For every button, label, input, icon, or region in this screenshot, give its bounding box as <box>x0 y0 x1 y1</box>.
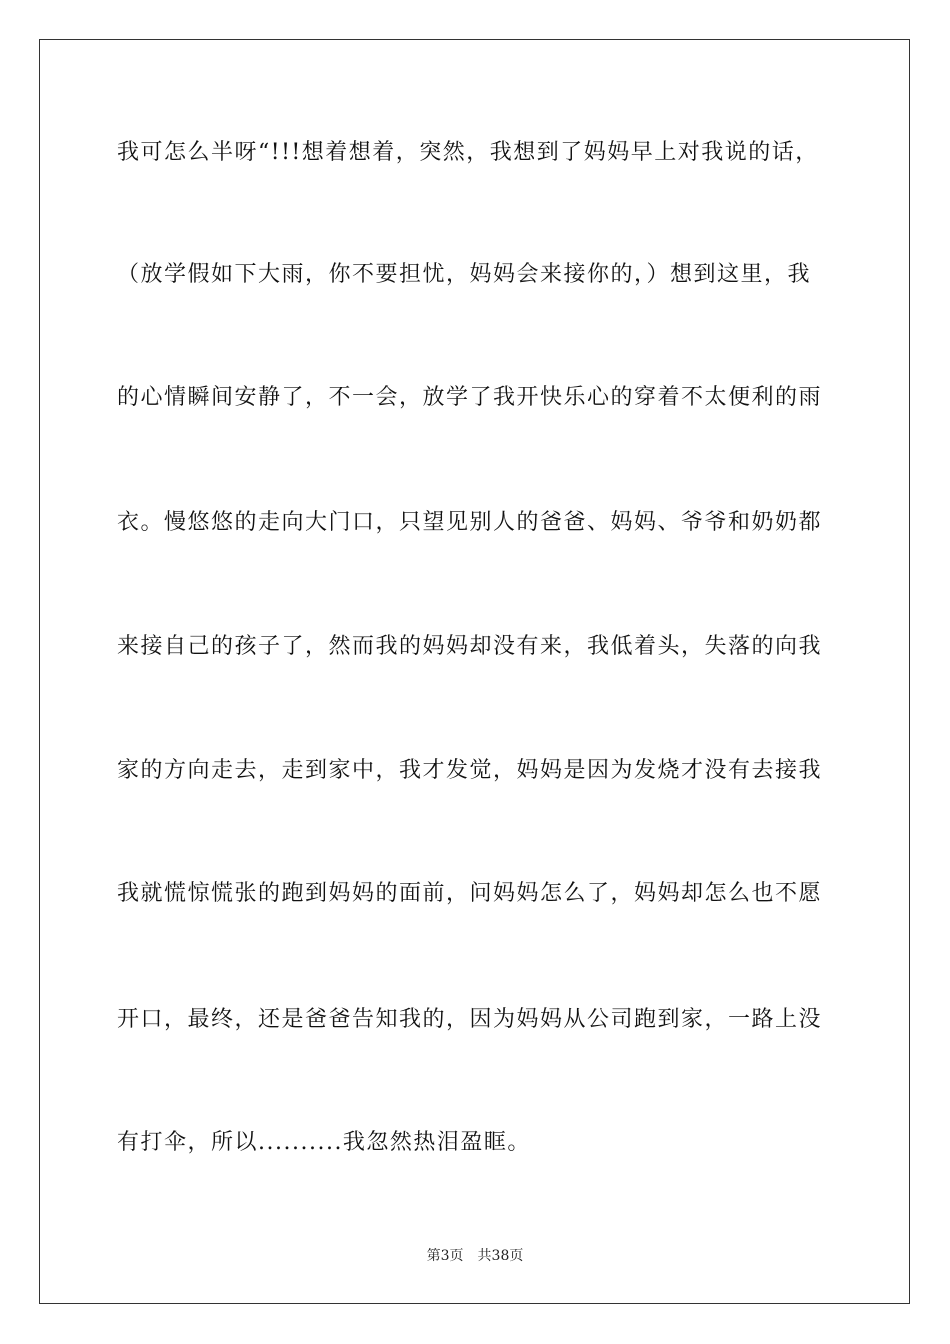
paragraph-line: 有打伞，所以..........我忽然热泪盈眶。 <box>117 1130 531 1155</box>
paragraph-line: 的心情瞬间安静了，不一会，放学了我开快乐心的穿着不太便利的雨 <box>117 385 823 410</box>
page-footer <box>0 1247 950 1265</box>
page-total: 共38页 <box>477 1248 524 1264</box>
page-frame <box>39 39 910 1304</box>
paragraph-line: 我就慌惊慌张的跑到妈妈的面前，问妈妈怎么了，妈妈却怎么也不愿 <box>117 881 823 906</box>
paragraph-line: （放学假如下大雨，你不要担忧，妈妈会来接你的，）想到这里，我 <box>117 262 812 287</box>
paragraph-line: 开口，最终，还是爸爸告知我的，因为妈妈从公司跑到家，一路上没 <box>117 1007 823 1032</box>
paragraph-line: 家的方向走去，走到家中，我才发觉，妈妈是因为发烧才没有去接我 <box>117 758 823 783</box>
paragraph-line: 衣。慢悠悠的走向大门口，只望见别人的爸爸、妈妈、爷爷和奶奶都 <box>117 510 823 535</box>
page-number: 第3页 <box>426 1248 464 1264</box>
paragraph-line: 我可怎么半呀“!!!想着想着，突然，我想到了妈妈早上对我说的话， <box>117 140 819 165</box>
paragraph-line: 来接自己的孩子了，然而我的妈妈却没有来，我低着头，失落的向我 <box>117 634 823 659</box>
